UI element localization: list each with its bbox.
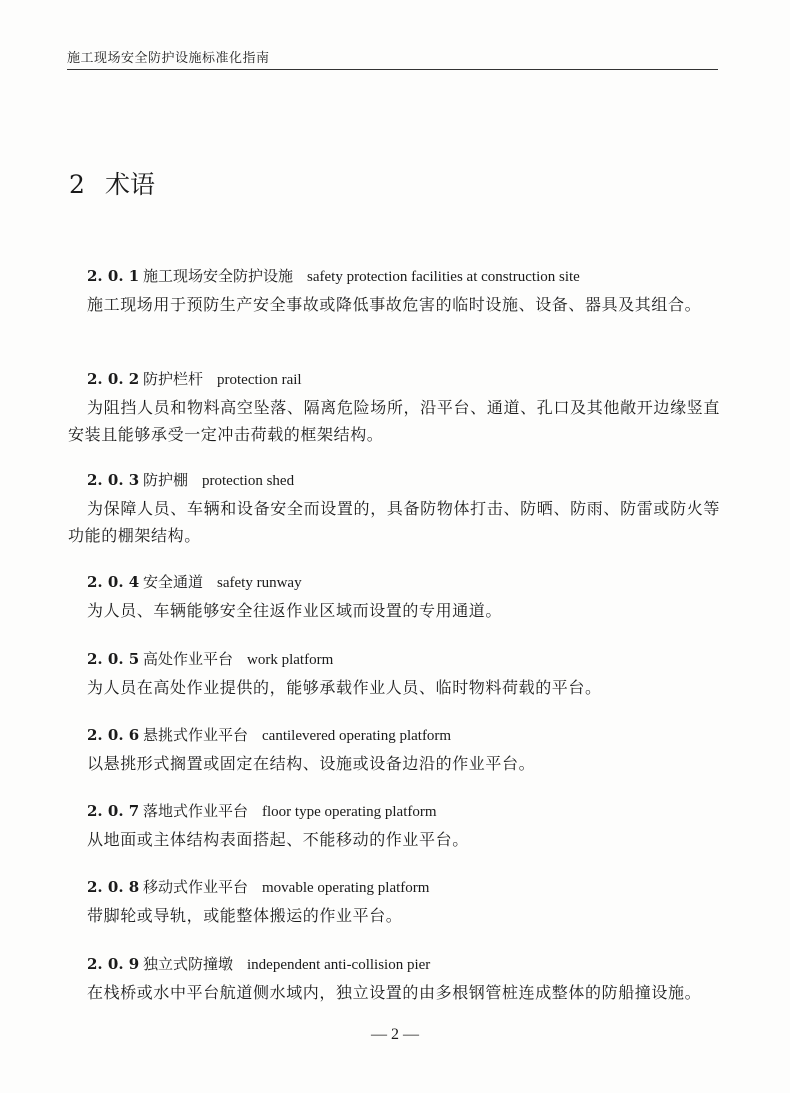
term-line <box>87 369 720 390</box>
term-english: floor type operating platform <box>262 804 437 820</box>
term-number: 2. 0. 6 <box>87 726 140 744</box>
term-entry <box>68 470 720 549</box>
term-entry <box>87 725 720 777</box>
term-line <box>87 470 720 491</box>
term-chinese: 移动式作业平台 <box>143 878 249 896</box>
term-definition: 施工现场用于预防生产安全事故或降低事故危害的临时设施、设备、器具及其组合。 <box>87 295 702 314</box>
term-english: protection shed <box>202 473 295 489</box>
term-definition: 在栈桥或水中平台航道侧水域内，独立设置的由多根钢管桩连成整体的防船撞设施。 <box>87 983 702 1002</box>
term-english: safety runway <box>217 575 302 591</box>
term-definition: 为人员在高处作业提供的，能够承载作业人员、临时物料荷载的平台。 <box>87 678 602 697</box>
term-chinese: 悬挑式作业平台 <box>143 726 249 744</box>
term-entry <box>87 954 720 1006</box>
term-chinese: 施工现场安全防护设施 <box>143 267 294 285</box>
term-chinese: 安全通道 <box>143 573 204 591</box>
term-line <box>87 266 720 287</box>
term-line <box>87 877 720 898</box>
page-number: — 2 — <box>371 1026 419 1043</box>
term-number: 2. 0. 8 <box>87 878 140 896</box>
term-number: 2. 0. 7 <box>87 802 140 820</box>
term-number: 2. 0. 3 <box>87 471 140 489</box>
term-line <box>87 572 720 593</box>
term-definition: 为保障人员、车辆和设备安全而设置的，具备防物体打击、防晒、防雨、防雷或防火等功能的棚架结构。 <box>68 499 720 545</box>
term-chinese: 落地式作业平台 <box>143 802 249 820</box>
term-definition: 从地面或主体结构表面搭起、不能移动的作业平台。 <box>87 830 469 849</box>
term-chinese: 防护栏杆 <box>143 370 204 388</box>
term-number: 2. 0. 4 <box>87 573 140 591</box>
term-definition: 带脚轮或导轨，或能整体搬运的作业平台。 <box>87 906 403 925</box>
running-header: 施工现场安全防护设施标准化指南 <box>67 51 270 66</box>
term-english: cantilevered operating platform <box>262 728 452 744</box>
term-line <box>87 725 720 746</box>
term-definition: 为阻挡人员和物料高空坠落、隔离危险场所，沿平台、通道、孔口及其他敞开边缘竖直安装且能够承受一定冲击荷载的框架结构。 <box>68 398 720 444</box>
term-chinese: 防护棚 <box>143 471 189 489</box>
term-entry <box>87 801 720 853</box>
term-english: protection rail <box>217 372 302 388</box>
term-chinese: 独立式防撞墩 <box>143 955 234 973</box>
term-number: 2. 0. 5 <box>87 650 140 668</box>
term-entry <box>87 649 720 701</box>
term-entry <box>68 369 720 448</box>
term-line <box>87 954 720 975</box>
term-entry <box>87 266 720 318</box>
term-line <box>87 649 720 670</box>
chapter-title: 术语 <box>105 170 156 199</box>
term-english: safety protection facilities at construction site <box>307 269 580 285</box>
term-number: 2. 0. 2 <box>87 370 140 388</box>
term-entry <box>87 572 720 624</box>
term-english: movable operating platform <box>262 880 430 896</box>
chapter-heading <box>69 165 155 201</box>
header-rule <box>67 69 718 70</box>
term-number: 2. 0. 1 <box>87 267 140 285</box>
term-line <box>87 801 720 822</box>
term-chinese: 高处作业平台 <box>143 650 234 668</box>
chapter-number: 2 <box>69 170 85 199</box>
term-english: independent anti-collision pier <box>247 957 431 973</box>
term-definition: 以悬挑形式搁置或固定在结构、设施或设备边沿的作业平台。 <box>87 754 536 773</box>
term-english: work platform <box>247 652 334 668</box>
term-definition: 为人员、车辆能够安全往返作业区域而设置的专用通道。 <box>87 601 503 620</box>
term-entry <box>87 877 720 929</box>
term-number: 2. 0. 9 <box>87 955 140 973</box>
